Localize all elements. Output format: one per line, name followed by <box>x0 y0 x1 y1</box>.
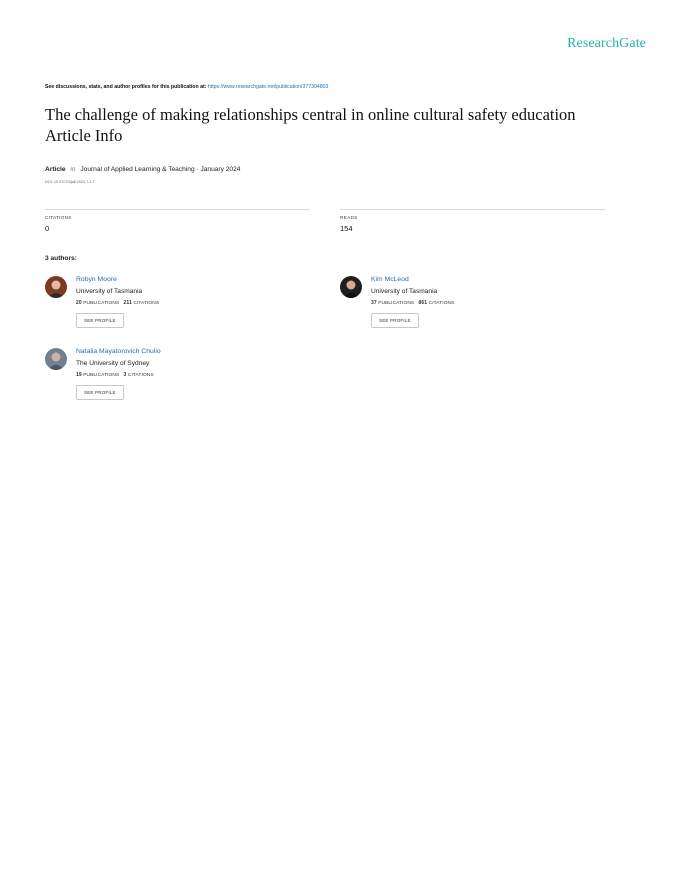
reads-value: 154 <box>340 224 353 233</box>
reads-stat <box>340 209 605 233</box>
author-name-link[interactable]: Natalia Mayatorovich Chulio <box>76 348 161 355</box>
author-name-link[interactable]: Kim McLeod <box>371 276 409 283</box>
article-type: Article <box>45 166 66 173</box>
researchgate-logo: ResearchGate <box>567 36 646 51</box>
reads-label: READS <box>340 216 358 221</box>
person-photo-icon <box>45 276 67 298</box>
author-citations-count: 3 <box>123 372 127 378</box>
author-stats <box>76 372 161 378</box>
article-in: in <box>70 166 76 173</box>
avatar[interactable] <box>340 276 362 298</box>
citations-value: 0 <box>45 224 50 233</box>
author-citations-count: 211 <box>123 300 132 306</box>
author-publications-label: PUBLICATIONS <box>83 301 120 306</box>
author-citations-label: CITATIONS <box>127 373 154 378</box>
see-profile-button[interactable]: SEE PROFILE <box>76 385 124 400</box>
person-photo-icon <box>45 348 67 370</box>
author-publications-count: 19 <box>76 372 82 378</box>
citations-stat <box>45 209 310 233</box>
author-publications-label: PUBLICATIONS <box>83 373 120 378</box>
source-note-prefix: See discussions, stats, and author profiles for this publication at: <box>45 84 207 90</box>
author-publications-label: PUBLICATIONS <box>378 301 415 306</box>
author-citations-count: 861 <box>418 300 428 306</box>
author-name-link[interactable]: Robyn Moore <box>76 276 117 283</box>
author-citations-label: CITATIONS <box>133 301 160 306</box>
journal-name: Journal of Applied Learning & Teaching · January 2024 <box>80 166 241 173</box>
avatar[interactable] <box>45 276 67 298</box>
page-title: The challenge of making relationships central in online cultural safety education Article Info <box>45 105 576 145</box>
author-publications-count: 37 <box>371 300 377 306</box>
see-profile-button[interactable]: SEE PROFILE <box>371 313 419 328</box>
person-photo-icon <box>340 276 362 298</box>
see-profile-button[interactable]: SEE PROFILE <box>76 313 124 328</box>
author-publications-count: 20 <box>76 300 82 306</box>
author-stats <box>371 300 454 306</box>
author-stats <box>76 300 159 306</box>
author-affiliation: University of Tasmania <box>371 288 438 295</box>
author-affiliation: The University of Sydney <box>76 360 150 367</box>
avatar[interactable] <box>45 348 67 370</box>
citations-label: CITATIONS <box>45 216 72 221</box>
source-note <box>45 84 328 90</box>
authors-heading: 3 authors: <box>45 255 77 262</box>
publication-link[interactable]: https://www.researchgate.net/publication/377304803 <box>207 84 329 90</box>
doi-text: DOI: 10.37074/jalt.2024.7.1.7 <box>45 180 95 184</box>
author-affiliation: University of Tasmania <box>76 288 143 295</box>
article-meta <box>45 166 240 173</box>
author-citations-label: CITATIONS <box>428 301 455 306</box>
